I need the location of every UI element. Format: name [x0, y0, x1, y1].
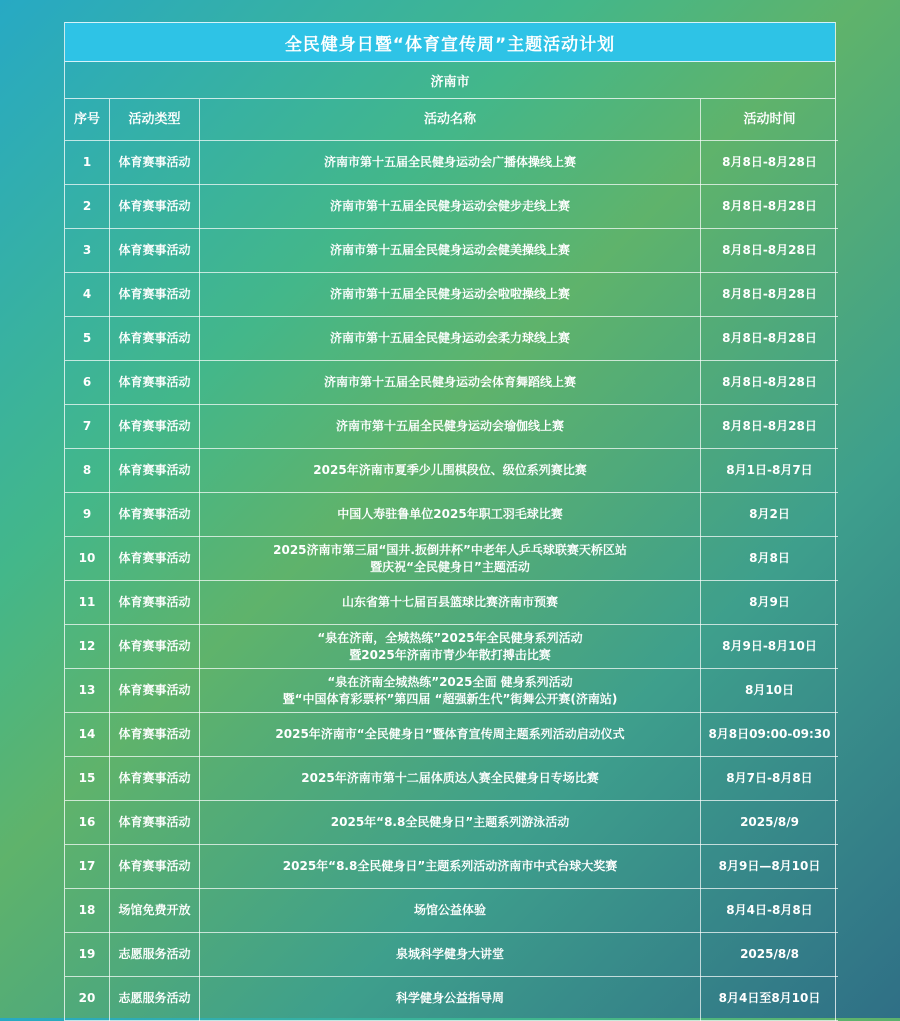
table-row [65, 317, 838, 361]
row-activity-name [200, 889, 701, 933]
row-activity-type: 体育赛事活动 [110, 581, 200, 625]
activity-table [65, 99, 838, 1021]
header-activity-type: 活动类型 [110, 99, 200, 141]
row-activity-time: 8月9日-8月10日 [701, 625, 839, 669]
table-row [65, 141, 838, 185]
activity-name-line: 泉城科学健身大讲堂 [395, 947, 504, 961]
table-row [65, 977, 838, 1021]
row-activity-time: 8月8日-8月28日 [701, 229, 839, 273]
row-activity-time: 8月8日-8月28日 [701, 405, 839, 449]
row-activity-time: 8月4日-8月8日 [701, 889, 839, 933]
table-row [65, 185, 838, 229]
row-activity-name [200, 933, 701, 977]
row-activity-type: 体育赛事活动 [110, 273, 200, 317]
table-row [65, 933, 838, 977]
activity-name-line: 济南市第十五届全民健身运动会啦啦操线上赛 [329, 287, 570, 301]
row-activity-type: 体育赛事活动 [110, 713, 200, 757]
city-subtitle: 济南市 [65, 62, 835, 99]
row-activity-name [200, 229, 701, 273]
table-row [65, 581, 838, 625]
header-activity-name: 活动名称 [200, 99, 701, 141]
row-number: 14 [65, 713, 110, 757]
row-activity-name [200, 581, 701, 625]
activity-name-line: 2025年“8.8全民健身日”主题系列活动济南市中式台球大奖赛 [282, 859, 618, 873]
row-number: 3 [65, 229, 110, 273]
row-activity-time: 8月7日-8月8日 [701, 757, 839, 801]
row-activity-time: 8月2日 [701, 493, 839, 537]
row-activity-type: 体育赛事活动 [110, 405, 200, 449]
row-activity-time: 8月1日-8月7日 [701, 449, 839, 493]
activity-name-line: 暨庆祝“全民健身日”主题活动 [370, 559, 530, 574]
row-number: 7 [65, 405, 110, 449]
row-number: 10 [65, 537, 110, 581]
table-row [65, 713, 838, 757]
row-number: 2 [65, 185, 110, 229]
activity-name-line: 济南市第十五届全民健身运动会广播体操线上赛 [323, 155, 576, 169]
activity-name-line: 场馆公益体验 [413, 903, 486, 917]
row-activity-name [200, 493, 701, 537]
table-row [65, 537, 838, 581]
activity-name-line: 2025济南市第三届“国井.扳倒井杯”中老年人乒乓球联赛天桥区站 [273, 542, 627, 557]
row-activity-time: 8月8日09:00-09:30 [701, 713, 839, 757]
row-activity-name [200, 361, 701, 405]
row-number: 6 [65, 361, 110, 405]
table-body [65, 141, 838, 1021]
row-activity-name [200, 977, 701, 1021]
row-activity-name [200, 845, 701, 889]
activity-name-line: 2025年“8.8全民健身日”主题系列游泳活动 [330, 815, 570, 829]
table-row [65, 449, 838, 493]
activity-name-line: 济南市第十五届全民健身运动会体育舞蹈线上赛 [323, 375, 576, 389]
activity-name-line: 济南市第十五届全民健身运动会柔力球线上赛 [329, 331, 570, 345]
row-number: 19 [65, 933, 110, 977]
row-activity-type: 体育赛事活动 [110, 757, 200, 801]
row-activity-time: 2025/8/9 [701, 801, 839, 845]
row-activity-type: 体育赛事活动 [110, 669, 200, 713]
row-activity-time: 8月10日 [701, 669, 839, 713]
row-activity-name [200, 801, 701, 845]
activity-name-line: 济南市第十五届全民健身运动会健步走线上赛 [329, 199, 570, 213]
row-activity-type: 体育赛事活动 [110, 537, 200, 581]
row-activity-type: 体育赛事活动 [110, 845, 200, 889]
row-activity-time: 8月4日至8月10日 [701, 977, 839, 1021]
row-activity-time: 8月8日 [701, 537, 839, 581]
header-number: 序号 [65, 99, 110, 141]
row-activity-type: 志愿服务活动 [110, 977, 200, 1021]
row-activity-type: 体育赛事活动 [110, 229, 200, 273]
table-row [65, 361, 838, 405]
header-activity-time: 活动时间 [701, 99, 839, 141]
row-activity-name [200, 625, 701, 669]
activity-name-line: 2025年济南市夏季少儿围棋段位、级位系列赛比赛 [313, 463, 587, 477]
row-activity-time: 2025/8/8 [701, 933, 839, 977]
activity-name-line: 2025年济南市第十二届体质达人赛全民健身日专场比赛 [301, 771, 599, 785]
table-row [65, 229, 838, 273]
row-number: 16 [65, 801, 110, 845]
row-activity-name [200, 141, 701, 185]
table-row [65, 889, 838, 933]
row-activity-name [200, 185, 701, 229]
row-activity-name [200, 317, 701, 361]
table-row [65, 801, 838, 845]
activity-name-line: “泉在济南，全城热练”2025年全民健身系列活动 [317, 630, 583, 645]
row-activity-type: 场馆免费开放 [110, 889, 200, 933]
row-number: 20 [65, 977, 110, 1021]
row-activity-type: 体育赛事活动 [110, 141, 200, 185]
activity-name-line: 2025年济南市“全民健身日”暨体育宣传周主题系列活动启动仪式 [275, 727, 625, 741]
table-header-row [65, 99, 838, 141]
row-activity-type: 体育赛事活动 [110, 317, 200, 361]
row-activity-name [200, 713, 701, 757]
row-number: 17 [65, 845, 110, 889]
row-activity-time: 8月8日-8月28日 [701, 185, 839, 229]
row-activity-time: 8月8日-8月28日 [701, 273, 839, 317]
table-row [65, 669, 838, 713]
table-row [65, 625, 838, 669]
activity-name-line: 暨2025年济南市青少年散打搏击比赛 [349, 647, 551, 662]
row-activity-type: 体育赛事活动 [110, 493, 200, 537]
row-number: 8 [65, 449, 110, 493]
row-number: 11 [65, 581, 110, 625]
row-number: 18 [65, 889, 110, 933]
row-activity-time: 8月8日-8月28日 [701, 361, 839, 405]
row-activity-time: 8月9日 [701, 581, 839, 625]
table-row [65, 493, 838, 537]
row-activity-name [200, 669, 701, 713]
row-activity-type: 体育赛事活动 [110, 625, 200, 669]
activity-name-line: 济南市第十五届全民健身运动会健美操线上赛 [329, 243, 570, 257]
row-activity-time: 8月8日-8月28日 [701, 141, 839, 185]
row-activity-name [200, 449, 701, 493]
activity-plan-sheet [64, 22, 836, 1021]
row-number: 12 [65, 625, 110, 669]
row-number: 13 [65, 669, 110, 713]
row-number: 9 [65, 493, 110, 537]
row-activity-time: 8月8日-8月28日 [701, 317, 839, 361]
activity-name-line: 山东省第十七届百县篮球比赛济南市预赛 [341, 595, 558, 609]
row-activity-type: 体育赛事活动 [110, 361, 200, 405]
row-number: 4 [65, 273, 110, 317]
activity-name-line: 济南市第十五届全民健身运动会瑜伽线上赛 [335, 419, 564, 433]
row-activity-name [200, 405, 701, 449]
row-activity-name [200, 757, 701, 801]
activity-name-line: 科学健身公益指导周 [395, 991, 504, 1005]
row-activity-type: 体育赛事活动 [110, 801, 200, 845]
page-title: 全民健身日暨“体育宣传周”主题活动计划 [65, 22, 835, 62]
table-row [65, 845, 838, 889]
activity-name-line: “泉在济南全城热练”2025全面 健身系列活动 [327, 674, 573, 689]
row-activity-type: 体育赛事活动 [110, 449, 200, 493]
row-activity-time: 8月9日—8月10日 [701, 845, 839, 889]
row-activity-type: 体育赛事活动 [110, 185, 200, 229]
activity-name-line: 中国人寿驻鲁单位2025年职工羽毛球比赛 [337, 507, 563, 521]
row-activity-name [200, 273, 701, 317]
table-row [65, 405, 838, 449]
activity-name-line: 暨“中国体育彩票杯”第四届 “超强新生代”街舞公开赛(济南站) [282, 691, 618, 706]
table-row [65, 273, 838, 317]
row-number: 15 [65, 757, 110, 801]
row-activity-name [200, 537, 701, 581]
row-number: 1 [65, 141, 110, 185]
row-number: 5 [65, 317, 110, 361]
row-activity-type: 志愿服务活动 [110, 933, 200, 977]
table-row [65, 757, 838, 801]
